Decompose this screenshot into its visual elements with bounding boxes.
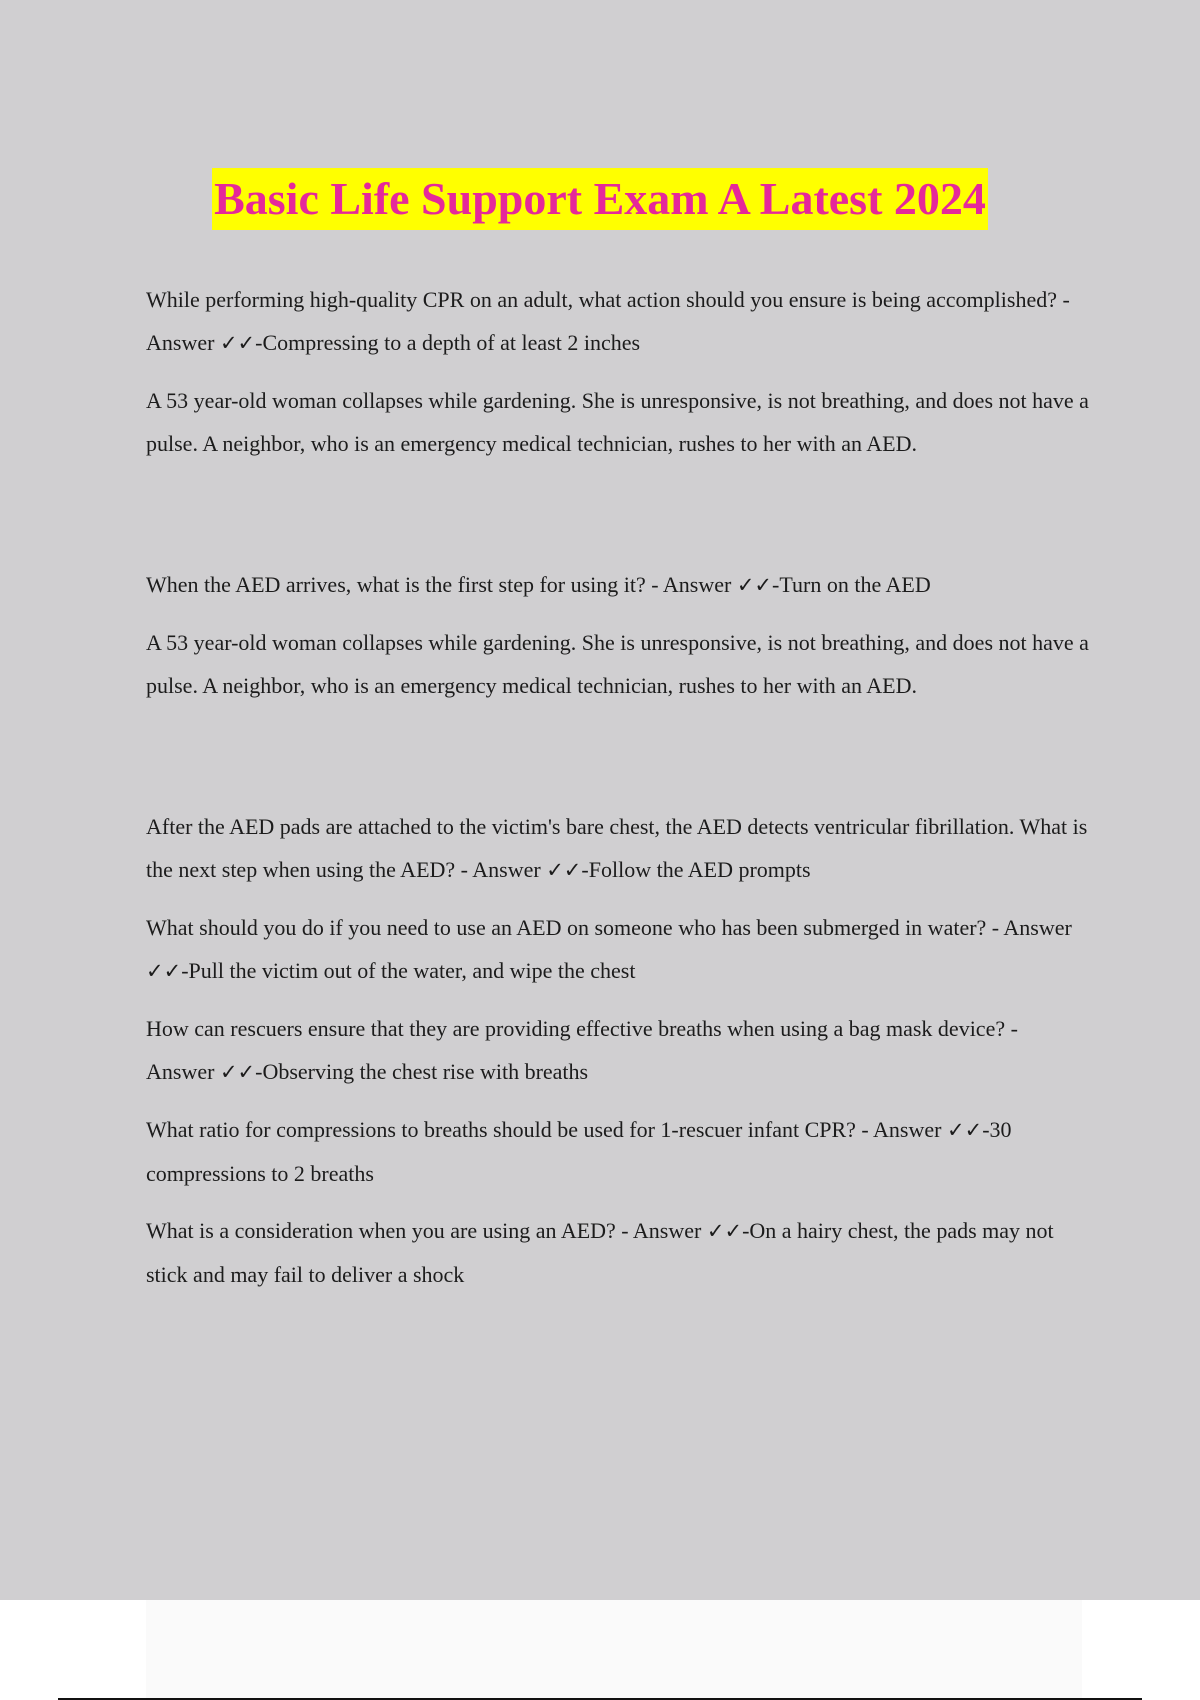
scenario-1 xyxy=(146,379,1090,465)
question-text: How can rescuers ensure that they are providing effective breaths when using a bag mask device? - Answer xyxy=(146,1016,1018,1084)
double-check-icon: ✓✓ xyxy=(219,331,256,355)
scenario-2 xyxy=(146,621,1090,707)
qa-item-2 xyxy=(146,563,1090,607)
question-text: What should you do if you need to use an AED on someone who has been submerged in water? - Answer xyxy=(146,915,1072,940)
spacer xyxy=(146,721,1090,805)
spacer xyxy=(146,479,1090,563)
answer-text: -Compressing to a depth of at least 2 inches xyxy=(255,330,641,355)
qa-content xyxy=(146,278,1090,1310)
double-check-icon: ✓✓ xyxy=(546,858,582,882)
answer-text: -Observing the chest rise with breaths xyxy=(255,1059,589,1084)
question-text: After the AED pads are attached to the victim's bare chest, the AED detects ventricular fibrillation. What is the next step when using the AED? - Answer xyxy=(146,814,1088,882)
question-text: While performing high-quality CPR on an adult, what action should you ensure is being accomplished? - Answer xyxy=(146,287,1070,355)
question-text: What is a consideration when you are using an AED? - Answer xyxy=(146,1218,707,1243)
question-text: What ratio for compressions to breaths should be used for 1-rescuer infant CPR? - Answer xyxy=(146,1117,947,1142)
next-page-preview xyxy=(146,1600,1082,1700)
answer-text: -Turn on the AED xyxy=(772,572,931,597)
title-container xyxy=(0,168,1200,230)
qa-item-1 xyxy=(146,278,1090,365)
qa-item-5 xyxy=(146,1007,1090,1094)
qa-item-4 xyxy=(146,906,1090,993)
double-check-icon: ✓✓ xyxy=(736,573,773,597)
double-check-icon: ✓✓ xyxy=(219,1060,256,1084)
double-check-icon: ✓✓ xyxy=(946,1118,983,1142)
answer-text: -Follow the AED prompts xyxy=(581,857,811,882)
double-check-icon: ✓✓ xyxy=(706,1219,743,1243)
qa-item-3 xyxy=(146,805,1090,892)
qa-item-7 xyxy=(146,1209,1090,1296)
qa-item-6 xyxy=(146,1108,1090,1195)
answer-text: -On a hairy chest, the pads may not stick and may fail to deliver a shock xyxy=(146,1218,1054,1287)
answer-text: -30 compressions to 2 breaths xyxy=(146,1117,1012,1186)
scenario-text: A 53 year-old woman collapses while gardening. She is unresponsive, is not breathing, and does not have a pulse. A neighbor, who is an emergency medical technician, rushes to her with an AED. xyxy=(146,630,1089,698)
document-title: Basic Life Support Exam A Latest 2024 xyxy=(212,168,988,230)
scenario-text: A 53 year-old woman collapses while gardening. She is unresponsive, is not breathing, and does not have a pulse. A neighbor, who is an emergency medical technician, rushes to her with an AED. xyxy=(146,388,1089,456)
question-text: When the AED arrives, what is the first step for using it? - Answer xyxy=(146,572,737,597)
double-check-icon: ✓✓ xyxy=(146,959,182,983)
answer-text: -Pull the victim out of the water, and wipe the chest xyxy=(181,958,636,983)
